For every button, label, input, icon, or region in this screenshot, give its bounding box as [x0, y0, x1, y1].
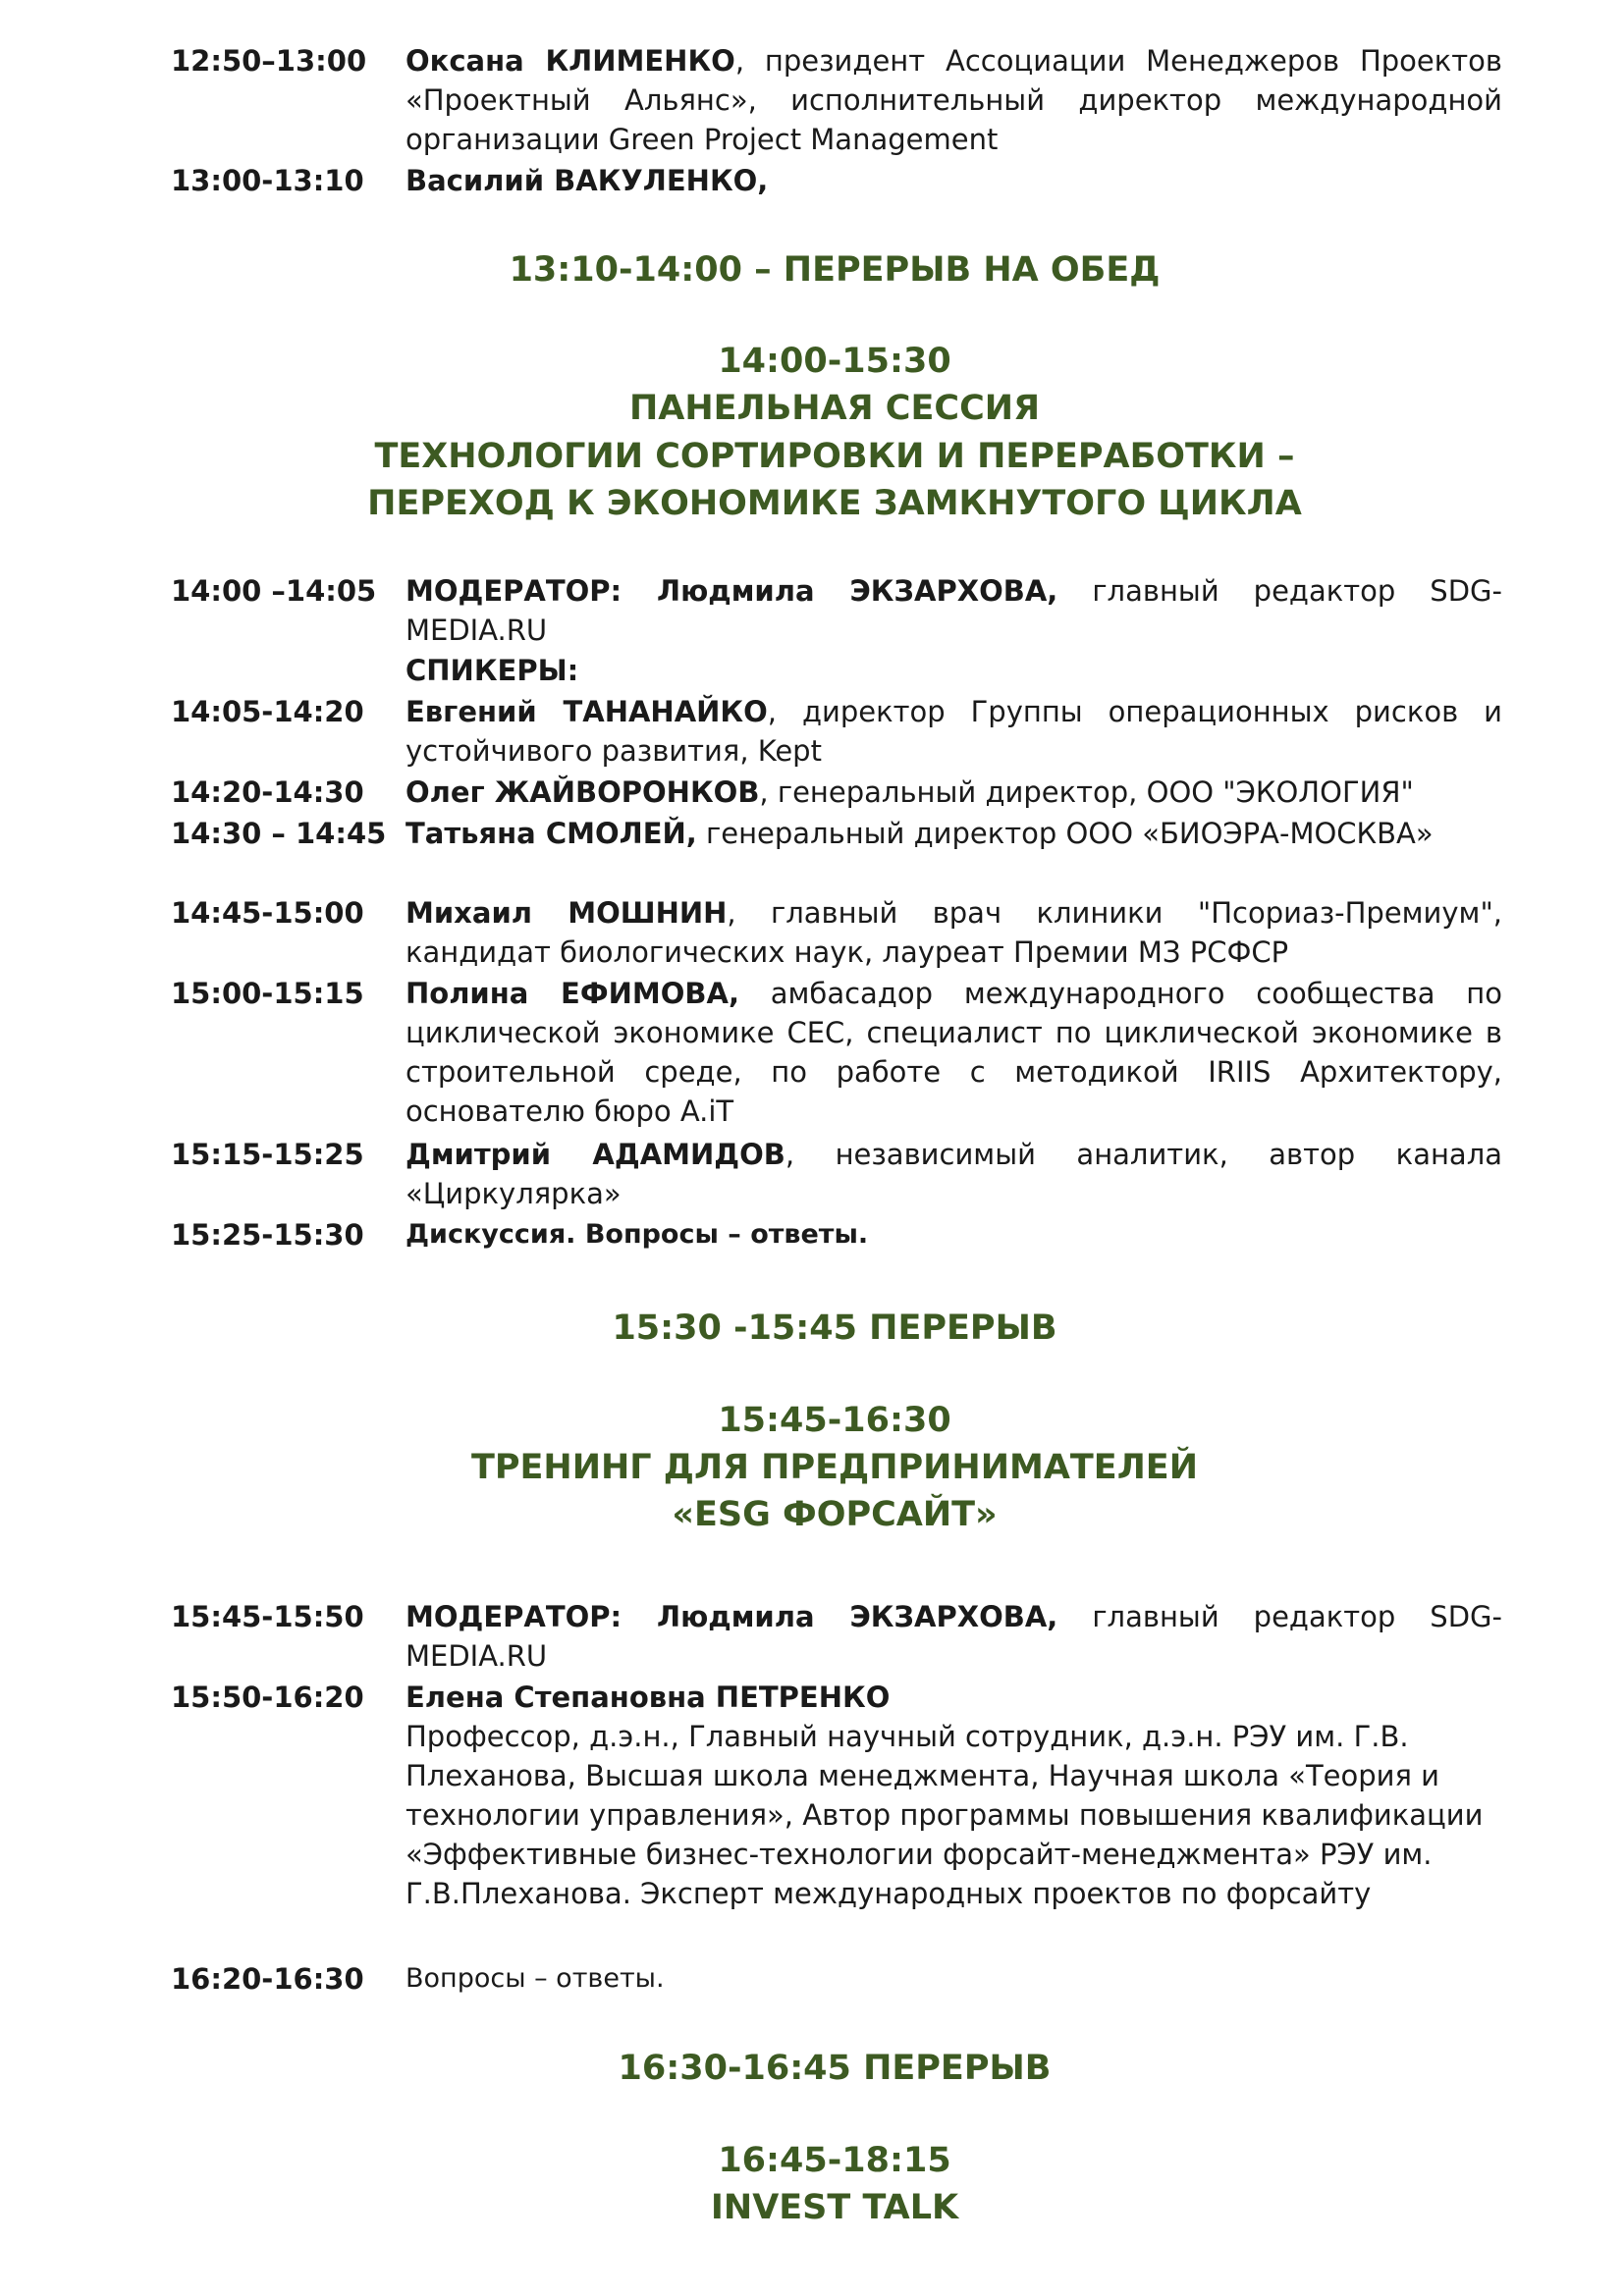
item-content [406, 773, 1502, 812]
item-time: 15:45-15:50 [171, 1600, 364, 1633]
item-content [406, 814, 1502, 853]
item-content [406, 1597, 1502, 1676]
section-title: ТЕХНОЛОГИИ СОРТИРОВКИ И ПЕРЕРАБОТКИ – [374, 437, 1295, 476]
item-time: 15:50-16:20 [171, 1681, 364, 1714]
break-heading: 16:30-16:45 ПЕРЕРЫВ [618, 2049, 1052, 2088]
speaker-name: Василий ВАКУЛЕНКО, [406, 164, 769, 197]
speaker-name: Олег ЖАЙВОРОНКОВ [406, 775, 760, 809]
item-content [406, 41, 1502, 159]
section-time: 16:45-18:15 [718, 2141, 951, 2180]
speaker-name: Евгений ТАНАНАЙКО [406, 695, 768, 728]
item-time: 15:15-15:25 [171, 1138, 364, 1171]
item-time: 14:30 – 14:45 [171, 817, 387, 850]
speaker-name: Михаил МОШНИН [406, 896, 728, 930]
item-time: 16:20-16:30 [171, 1962, 364, 1996]
item-content [406, 893, 1502, 972]
speaker-description: , главный врач клиники "Псориаз-Премиум", кандидат биологических наук, лауреат Премии МЗ РСФСР [406, 896, 1502, 969]
item-time: 15:00-15:15 [171, 977, 364, 1010]
speaker-description: , директор Группы операционных рисков и устойчивого развития, Kept [406, 695, 1502, 768]
item-content [406, 692, 1502, 771]
item-time: 15:25-15:30 [171, 1218, 364, 1252]
qa-text: Вопросы – ответы. [406, 1963, 665, 1994]
item-time: 12:50–13:00 [171, 44, 367, 78]
item-content [406, 1678, 1502, 1913]
speaker-name: Татьяна СМОЛЕЙ, [406, 817, 697, 850]
moderator-description: главный редактор SDG-MEDIA.RU [406, 1600, 1502, 1673]
moderator-label: МОДЕРАТОР: Людмила ЭКЗАРХОВА, [406, 1600, 1058, 1633]
moderator-description: главный редактор SDG-MEDIA.RU [406, 574, 1502, 647]
item-content [406, 161, 1502, 200]
speaker-name: Оксана КЛИМЕНКО [406, 44, 735, 78]
discussion-text: Дискуссия. Вопросы – ответы. [406, 1219, 869, 1250]
section-title: ТРЕНИНГ ДЛЯ ПРЕДПРИНИМАТЕЛЕЙ [471, 1448, 1198, 1487]
speaker-description: генеральный директор ООО «БИОЭРА-МОСКВА» [696, 817, 1434, 850]
item-content [406, 974, 1502, 1131]
break-heading: 15:30 -15:45 ПЕРЕРЫВ [612, 1308, 1057, 1348]
speaker-name: Елена Степановна ПЕТРЕНКО [406, 1681, 891, 1714]
speaker-description: Профессор, д.э.н., Главный научный сотрудник, д.э.н. РЭУ им. Г.В. Плеханова, Высшая школа менеджмента, Научная школа «Теория и технологии управления», Автор программы повышения квалификации «Эффективные бизнес-технологии форсайт-менеджмента» РЭУ им. Г.В.Плеханова. Эксперт международных проектов по форсайту [406, 1720, 1484, 1910]
speaker-name: Полина ЕФИМОВА, [406, 977, 739, 1010]
item-time: 14:05-14:20 [171, 695, 364, 728]
moderator-label: МОДЕРАТОР: Людмила ЭКЗАРХОВА, [406, 574, 1058, 608]
section-title: INVEST TALK [710, 2188, 959, 2227]
section-title: «ESG ФОРСАЙТ» [672, 1495, 998, 1534]
section-time: 14:00-15:30 [718, 342, 951, 381]
speaker-description: , генеральный директор, ООО "ЭКОЛОГИЯ" [759, 775, 1414, 809]
item-content [406, 1215, 1502, 1255]
item-content [406, 1135, 1502, 1213]
item-time: 13:00-13:10 [171, 164, 364, 197]
item-time: 14:20-14:30 [171, 775, 364, 809]
break-heading: 13:10-14:00 – ПЕРЕРЫВ НА ОБЕД [509, 250, 1161, 290]
section-time: 15:45-16:30 [718, 1401, 951, 1440]
speaker-description: , независимый аналитик, автор канала «Циркулярка» [406, 1138, 1503, 1210]
item-content [406, 571, 1502, 650]
speaker-description: , президент Ассоциации Менеджеров Проектов «Проектный Альянс», исполнительный директор международной организации Green Project Management [406, 44, 1503, 156]
item-time: 14:00 –14:05 [171, 574, 377, 608]
speaker-description: амбасадор международного сообщества по циклической экономике CEC, специалист по циклической экономике в строительной среде, по работе с методикой IRIIS Архитектору, основателю бюро A.iT [406, 977, 1502, 1128]
section-title: ПЕРЕХОД К ЭКОНОМИКЕ ЗАМКНУТОГО ЦИКЛА [367, 484, 1302, 523]
speakers-label: СПИКЕРЫ: [406, 654, 579, 687]
speaker-name: Дмитрий АДАМИДОВ [406, 1138, 785, 1171]
section-type: ПАНЕЛЬНАЯ СЕССИЯ [628, 389, 1041, 428]
item-time: 14:45-15:00 [171, 896, 364, 930]
